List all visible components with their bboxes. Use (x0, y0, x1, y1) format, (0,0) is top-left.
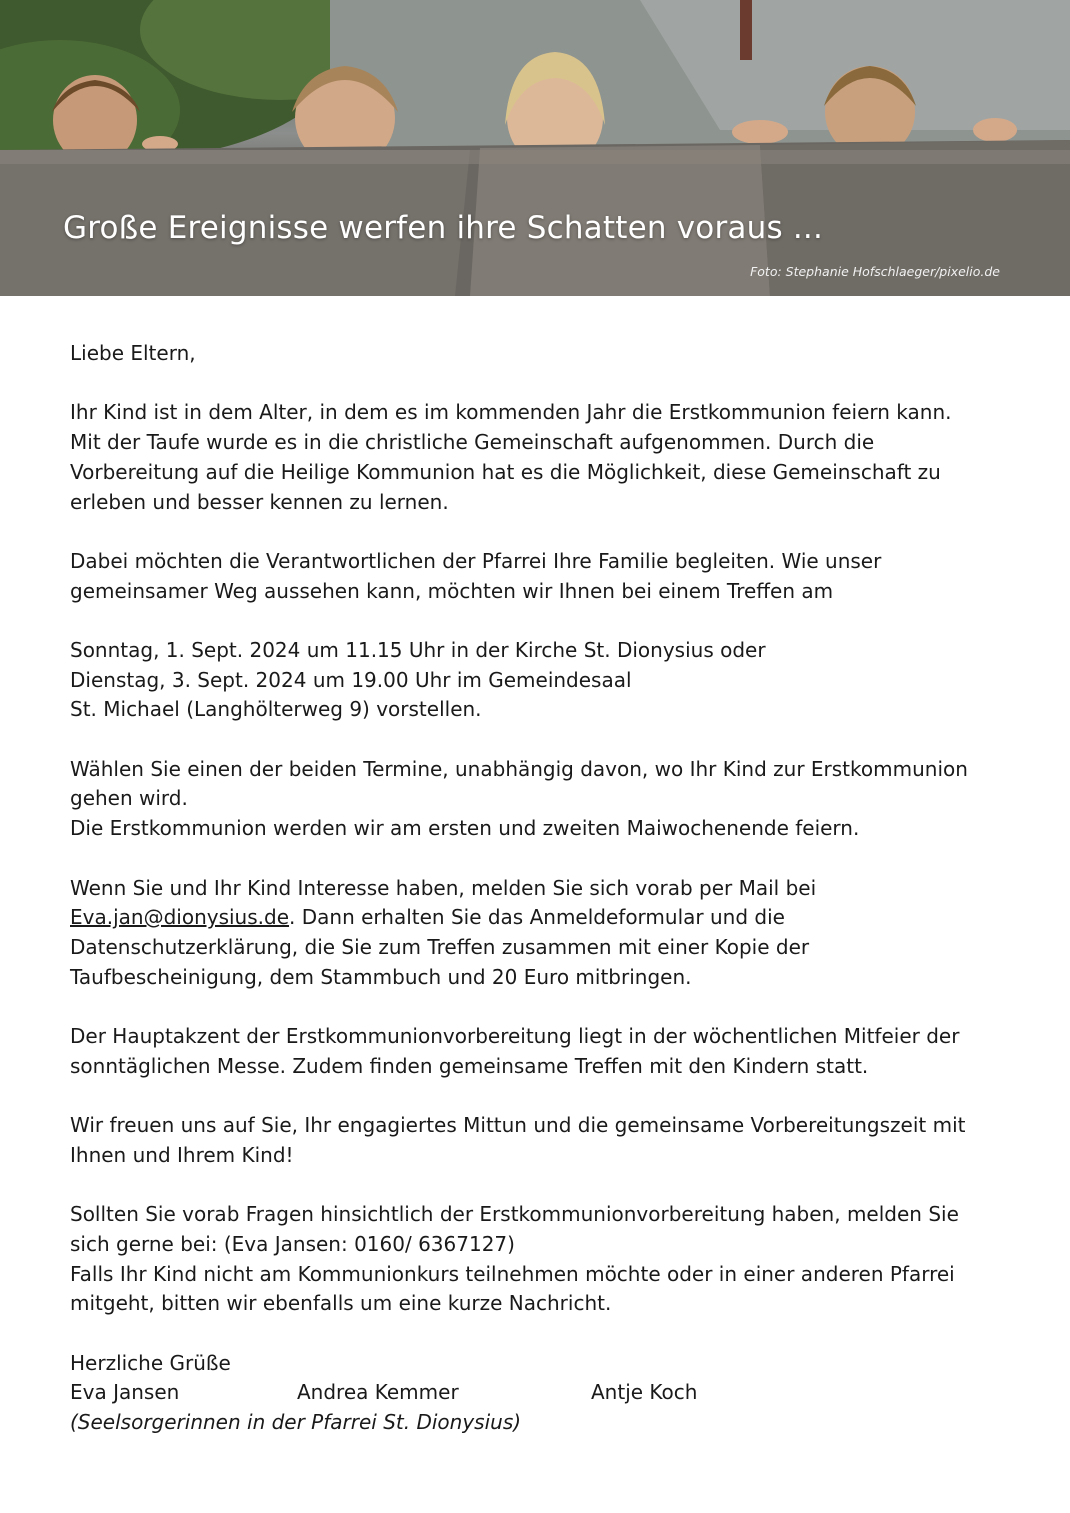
signers-role: (Seelsorgerinnen in der Pfarrei St. Dionysius) (70, 1410, 522, 1435)
photo-credit: Foto: Stephanie Hofschlaeger/pixelio.de (750, 264, 1000, 279)
text-line (70, 903, 1010, 933)
text-line: Falls Ihr Kind nicht am Kommunionkurs teilnehmen möchte oder in einer anderen Pfarrei (70, 1261, 955, 1286)
text-line: Wir freuen uns auf Sie, Ihr engagiertes Mittun und die gemeinsame Vorbereitungszeit mit (70, 1113, 966, 1138)
letter-body (70, 339, 1010, 1438)
text-line: gemeinsamer Weg aussehen kann, möchten wir Ihnen bei einem Treffen am (70, 578, 834, 603)
closing: Herzliche Grüße (70, 1350, 231, 1375)
paragraph-dates (70, 636, 1010, 725)
text-fragment: . Dann erhalten Sie das Anmeldeformular und die (289, 905, 785, 930)
text-line: Wählen Sie einen der beiden Termine, unabhängig davon, wo Ihr Kind zur Erstkommunion (70, 756, 968, 781)
text-line: Dabei möchten die Verantwortlichen der Pfarrei Ihre Familie begleiten. Wie unser (70, 548, 882, 573)
paragraph-welcome (70, 1111, 1010, 1170)
header-photo (0, 0, 1070, 296)
text-line: Der Hauptakzent der Erstkommunionvorbereitung liegt in der wöchentlichen Mitfeier der (70, 1024, 960, 1049)
photo-illustration (0, 0, 1070, 296)
date-line: Dienstag, 3. Sept. 2024 um 19.00 Uhr im Gemeindesaal (70, 667, 632, 692)
text-line: gehen wird. (70, 786, 188, 811)
date-line: St. Michael (Langhölterweg 9) vorstellen. (70, 697, 482, 722)
text-line: Datenschutzerklärung, die Sie zum Treffen zusammen mit einer Kopie der (70, 934, 810, 959)
text-line: erleben und besser kennen zu lernen. (70, 489, 449, 514)
text-line: sich gerne bei: (Eva Jansen: 0160/ 6367127) (70, 1231, 515, 1256)
paragraph-questions (70, 1200, 1010, 1319)
text-line: Ihnen und Ihrem Kind! (70, 1142, 294, 1167)
paragraph-intro (70, 398, 1010, 517)
signer-name: Antje Koch (591, 1380, 698, 1405)
header-title: Große Ereignisse werfen ihre Schatten voraus ... (63, 210, 824, 246)
paragraph-invitation (70, 547, 1010, 606)
signer-name: Eva Jansen (70, 1380, 180, 1405)
text-line: Vorbereitung auf die Heilige Kommunion hat es die Möglichkeit, diese Gemeinschaft zu (70, 459, 941, 484)
text-line: sonntäglichen Messe. Zudem finden gemeinsame Treffen mit den Kindern statt. (70, 1053, 869, 1078)
email-link[interactable]: Eva.jan@dionysius.de (70, 905, 290, 930)
text-line: Die Erstkommunion werden wir am ersten und zweiten Maiwochenende feiern. (70, 816, 860, 841)
text-line: Mit der Taufe wurde es in die christliche Gemeinschaft aufgenommen. Durch die (70, 430, 875, 455)
signers-row (70, 1378, 1010, 1408)
text-line: Ihr Kind ist in dem Alter, in dem es im kommenden Jahr die Erstkommunion feiern kann. (70, 400, 952, 425)
greeting: Liebe Eltern, (70, 341, 196, 365)
paragraph-choose-date (70, 755, 1010, 844)
text-line: Sollten Sie vorab Fragen hinsichtlich der Erstkommunionvorbereitung haben, melden Sie (70, 1202, 959, 1227)
date-line: Sonntag, 1. Sept. 2024 um 11.15 Uhr in der Kirche St. Dionysius oder (70, 637, 766, 662)
text-line: mitgeht, bitten wir ebenfalls um eine kurze Nachricht. (70, 1291, 612, 1316)
paragraph-registration (70, 874, 1010, 993)
signature-block (70, 1349, 1010, 1438)
text-line: Wenn Sie und Ihr Kind Interesse haben, melden Sie sich vorab per Mail bei (70, 875, 817, 900)
signer-name: Andrea Kemmer (297, 1380, 459, 1405)
text-line: Taufbescheinigung, dem Stammbuch und 20 Euro mitbringen. (70, 964, 692, 989)
paragraph-focus (70, 1022, 1010, 1081)
